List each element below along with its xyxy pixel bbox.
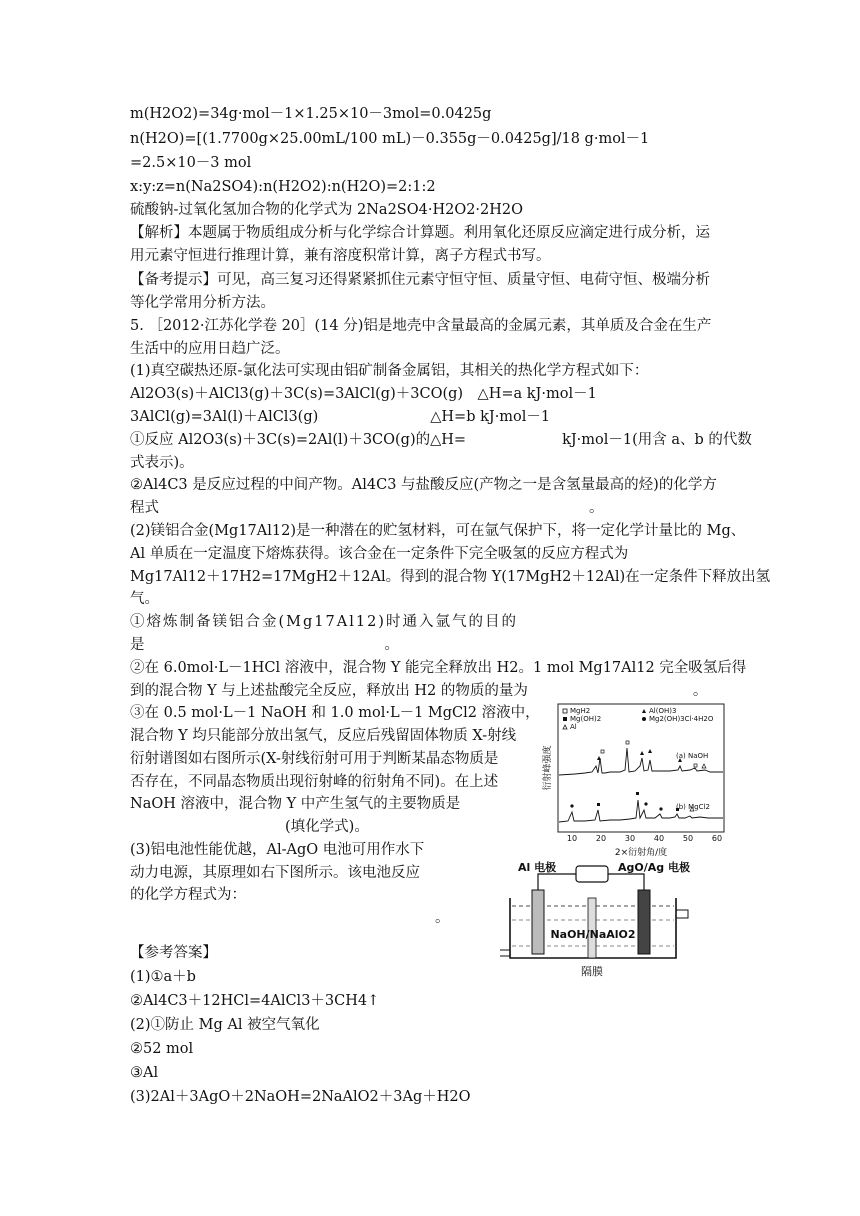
cell-left-electrode-label: Al 电极 <box>518 861 557 874</box>
q3-line-1: (3)铝电池性能优越，Al-AgO 电池可用作水下 <box>130 842 425 858</box>
cell-inlet <box>500 950 510 956</box>
q1-1-left: ①反应 Al2O3(s)＋3C(s)=2Al(l)＋3CO(g)的△H= <box>130 432 467 448</box>
question-title-1: 5. ［2012·江苏化学卷 20］(14 分)铝是地壳中含量最高的金属元素，其单质及合金在生产 <box>130 318 712 334</box>
answer-2-1: (2)①防止 Mg Al 被空气氧化 <box>130 1017 320 1033</box>
cell-electrolyte-label: NaOH/NaAlO2 <box>550 928 636 941</box>
xrd-xlabel: 2×衍射角/度 <box>614 848 668 858</box>
q2-3-line-6: (填化学式)。 <box>285 819 369 835</box>
part2-line-3: Mg17Al12＋17H2=17MgH2＋12Al。得到的混合物 Y(17MgH2＋12Al)在一定条件下释放出氢 <box>130 569 771 585</box>
q2-2-text: 到的混合物 Y 与上述盐酸完全反应，释放出 H2 的物质的量为 <box>130 683 528 699</box>
q2-3-line-4: 否存在，不同晶态物质出现衍射峰的衍射角不同)。在上述 <box>130 774 499 790</box>
q1-1-line <box>130 430 752 450</box>
xrd-curve-a-label: (a) NaOH <box>676 752 709 760</box>
answer-1-1: (1)①a＋b <box>130 969 196 985</box>
analysis-line-1: 【解析】本题属于物质组成分析与化学综合计算题。利用氧化还原反应滴定进行成分析，运 <box>130 225 710 241</box>
xrd-xtick-60: 60 <box>711 834 723 843</box>
legend-mgoh2-marker <box>563 717 567 721</box>
q2-2-line-2 <box>130 681 707 701</box>
calc-line-3: =2.5×10－3 mol <box>130 155 252 171</box>
xrd-xtick-10: 10 <box>566 834 578 843</box>
tip-line-1: 【备考提示】可见，高三复习还得紧紧抓住元素守恒守恒、质量守恒、电荷守恒、极端分析 <box>130 272 710 288</box>
equation-2 <box>130 407 550 427</box>
q2-1-end: 。 <box>384 637 399 653</box>
legend-mg2oh3cl: Mg2(OH)3Cl·4H2O <box>649 715 714 723</box>
q2-3-line-5: NaOH 溶液中，混合物 Y 中产生氢气的主要物质是 <box>130 796 461 812</box>
cell-separator-label: 隔膜 <box>581 965 603 978</box>
answer-heading: 【参考答案】 <box>130 945 217 961</box>
legend-mg2oh3cl-marker <box>642 717 646 721</box>
q1-2-end: 。 <box>589 500 604 516</box>
q2-3-line-3: 衍射谱图如右图所示(X-射线衍射可用于判断某晶态物质是 <box>130 751 499 767</box>
cell-ago-electrode <box>638 890 650 954</box>
q2-1-answer-line <box>130 635 399 655</box>
cell-outlet <box>676 910 688 918</box>
answer-3: (3)2Al＋3AgO＋2NaOH=2NaAlO2＋3Ag＋H2O <box>130 1089 471 1105</box>
cell-load <box>576 866 608 882</box>
answer-2-2: ②52 mol <box>130 1041 194 1057</box>
xrd-xtick-30: 30 <box>624 834 636 843</box>
xrd-legend <box>563 707 714 731</box>
formula-line: 硫酸钠-过氧化氢加合物的化学式为 2Na2SO4·H2O2·2H2O <box>130 202 524 218</box>
question-title-2: 生活中的应用日趋广泛。 <box>130 341 290 357</box>
part2-line-2: Al 单质在一定温度下熔炼获得。该合金在一定条件下完全吸氢的反应方程式为 <box>130 546 629 562</box>
q1-2-label: 程式 <box>130 500 159 516</box>
q3-line-2: 动力电源，其原理如右下图所示。该电池反应 <box>130 865 420 881</box>
legend-aloh3: Al(OH)3 <box>649 707 677 715</box>
cell-diagram <box>498 858 708 978</box>
equation-2-left: 3AlCl(g)=3Al(l)＋AlCl3(g) <box>130 409 319 425</box>
legend-al: Al <box>570 723 577 731</box>
equation-2-right: △H=b kJ·mol－1 <box>430 409 551 425</box>
xrd-figure <box>530 700 730 858</box>
q2-3-line-2: 混合物 Y 均只能部分放出氢气，反应后残留固体物质 X-射线 <box>130 728 517 744</box>
cell-right-electrode-label: AgO/Ag 电极 <box>618 861 690 874</box>
calc-line-4: x:y:z=n(Na2SO4):n(H2O2):n(H2O)=2:1:2 <box>130 179 436 195</box>
tip-line-2: 等化学常用分析方法。 <box>130 295 275 311</box>
legend-mgoh2: Mg(OH)2 <box>570 715 602 723</box>
xrd-plot-frame <box>558 704 724 832</box>
xrd-curve-b-label: (b) MgCl2 <box>676 803 710 811</box>
equation-1: Al2O3(s)＋AlCl3(g)＋3C(s)=3AlCl(g)＋3CO(g) △H=a kJ·mol－1 <box>130 386 597 402</box>
q1-1-right: kJ·mol－1(用含 a、b 的代数 <box>562 432 752 448</box>
calc-line-1: m(H2O2)=34g·mol－1×1.25×10－3mol=0.0425g <box>130 106 492 122</box>
part2-line-4: 气。 <box>130 591 159 607</box>
xrd-ylabel: 衍射峰强度 <box>543 745 553 791</box>
calc-line-2: n(H2O)=[(1.7700g×25.00mL/100 mL)－0.355g－0.0425g]/18 g·mol－1 <box>130 131 650 147</box>
q3-line-3: 的化学方程式为： <box>130 887 246 903</box>
answer-1-2: ②Al4C3＋12HCl=4AlCl3＋3CH4↑ <box>130 993 380 1009</box>
q2-1-label: 是 <box>130 637 145 653</box>
xrd-xtick-20: 20 <box>595 834 607 843</box>
legend-mgh2-marker <box>563 709 567 713</box>
q1-1-cont: 式表示)。 <box>130 455 194 471</box>
cell-al-electrode <box>532 890 544 954</box>
q2-3-line-1: ③在 0.5 mol·L－1 NaOH 和 1.0 mol·L－1 MgCl2 溶液中， <box>130 705 540 721</box>
q1-2-line: ②Al4C3 是反应过程的中间产物。Al4C3 与盐酸反应(产物之一是含氢量最高的烃)的化学方 <box>130 477 717 493</box>
q3-answer-end: 。 <box>435 910 450 926</box>
q1-2-answer-line <box>130 498 604 518</box>
legend-mgh2: MgH2 <box>570 707 591 715</box>
q2-2-line-1: ②在 6.0mol·L－1HCl 溶液中，混合物 Y 能完全释放出 H2。1 mol Mg17Al12 完全吸氢后得 <box>130 660 747 676</box>
q2-2-end: 。 <box>692 683 708 699</box>
answer-2-3: ③Al <box>130 1065 159 1081</box>
legend-aloh3-marker <box>642 709 646 713</box>
xrd-xtick-50: 50 <box>682 834 694 843</box>
part1-intro: (1)真空碳热还原-氯化法可实现由铝矿制备金属铝，其相关的热化学方程式如下： <box>130 363 649 379</box>
part2-line-1: (2)镁铝合金(Mg17Al12)是一种潜在的贮氢材料，可在氩气保护下，将一定化学计量比的 Mg、 <box>130 523 746 539</box>
xrd-xtick-40: 40 <box>653 834 665 843</box>
xrd-xticks <box>567 834 722 843</box>
analysis-line-2: 用元素守恒进行推理计算，兼有溶度积常计算，离子方程式书写。 <box>130 248 551 264</box>
legend-al-marker <box>563 725 567 729</box>
q2-1-line: ①熔炼制备镁铝合金(Mg17Al12)时通入氩气的目的 <box>130 614 518 630</box>
